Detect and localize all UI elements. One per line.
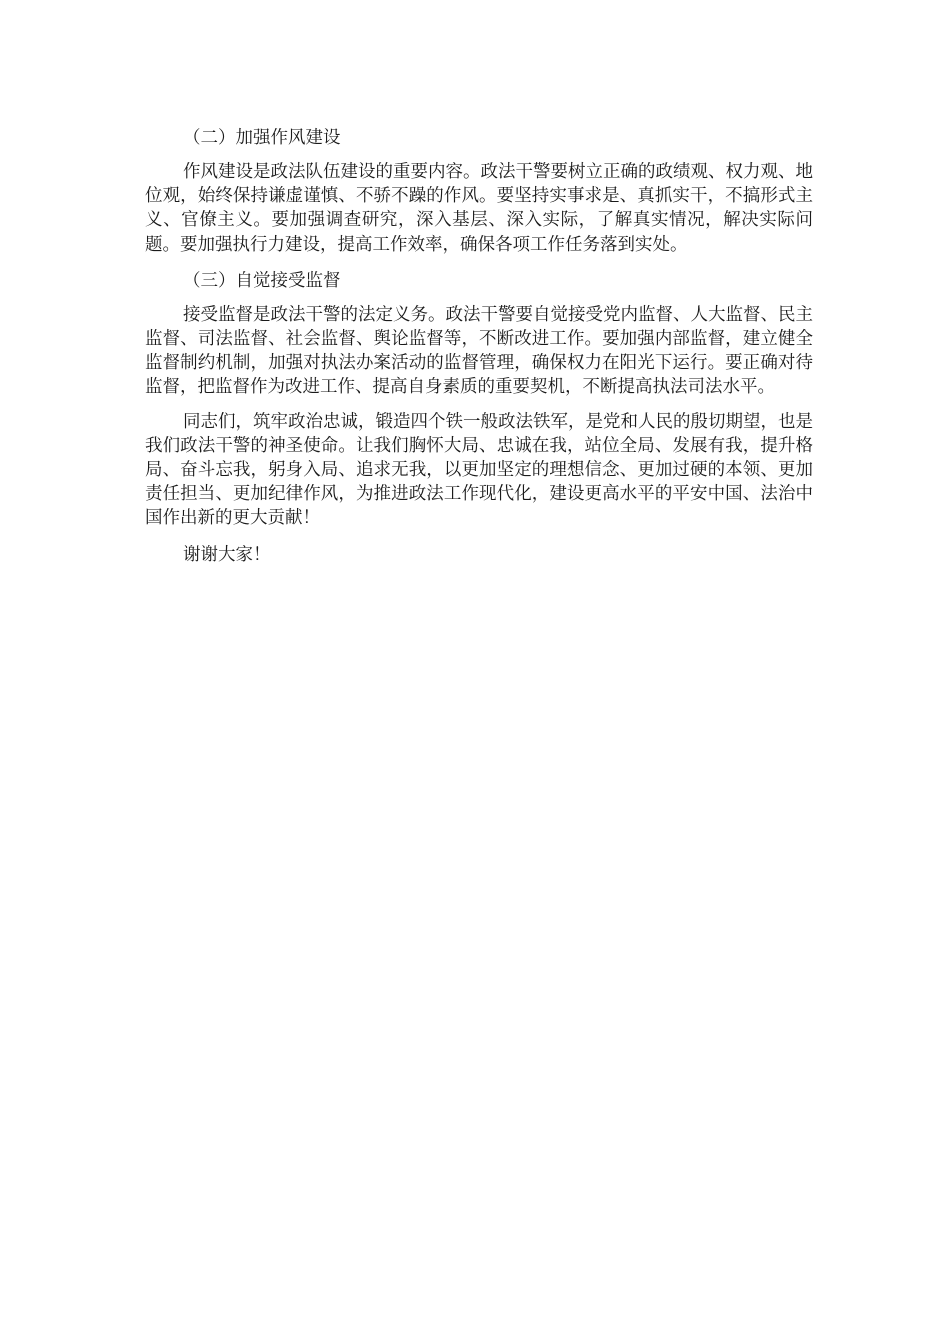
closing-line: 谢谢大家！	[183, 544, 271, 565]
section-paragraph-2: 作风建设是政法队伍建设的重要内容。政法干警要树立正确的政绩观、权力观、地位观，始终保持谦虚谨慎、不骄不躁的作风。要坚持实事求是、真抓实干，不搞形式主义、官僚主义。要加强调查研究，深入基层、深入实际，了解真实情况，解决实际问题。要加强执行力建设，提高工作效率，确保各项工作任务落到实处。	[145, 162, 813, 255]
section-paragraph-3: 接受监督是政法干警的法定义务。政法干警要自觉接受党内监督、人大监督、民主监督、司法监督、社会监督、舆论监督等，不断改进工作。要加强内部监督，建立健全监督制约机制，加强对执法办案活动的监督管理，确保权力在阳光下运行。要正确对待监督，把监督作为改进工作、提高自身素质的重要契机，不断提高执法司法水平。	[145, 304, 813, 398]
section-heading-3: （三）自觉接受监督	[183, 270, 341, 291]
conclusion-paragraph: 同志们，筑牢政治忠诚，锻造四个铁一般政法铁军，是党和人民的殷切期望，也是我们政法干警的神圣使命。让我们胸怀大局、忠诚在我，站位全局、发展有我，提升格局、奋斗忘我，躬身入局、追求无我，以更加坚定的理想信念、更加过硬的本领、更加责任担当、更加纪律作风，为推进政法工作现代化，建设更高水平的平安中国、法治中国作出新的更大贡献！	[145, 411, 813, 529]
document-body	[145, 124, 813, 569]
section-heading-2: （二）加强作风建设	[183, 128, 341, 148]
